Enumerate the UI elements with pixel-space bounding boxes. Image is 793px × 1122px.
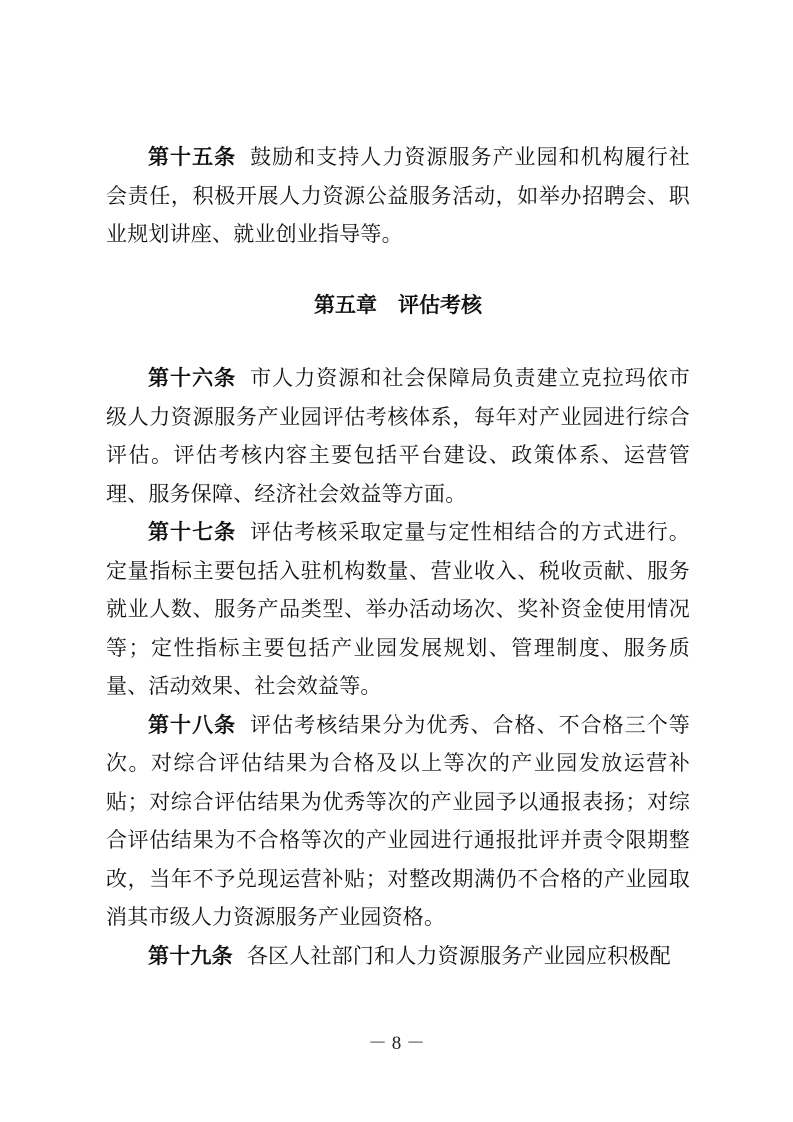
article-label: 第十五条 <box>148 144 237 169</box>
article-label: 第十六条 <box>148 365 237 390</box>
chapter-heading <box>106 286 690 325</box>
page-number: － 8 － <box>367 1033 425 1054</box>
article-label: 第十七条 <box>148 519 237 544</box>
article-label: 第十八条 <box>148 711 237 737</box>
chapter-title: 评估考核 <box>398 291 482 317</box>
article-18 <box>106 706 690 937</box>
article-text: 市人力资源和社会保障局负责建立克拉玛依市级人力资源服务产业园评估考核体系，每年对产业园进行综合评估。评估考核内容主要包括平台建设、政策体系、运营管理、服务保障、经济社会效益等方面。 <box>106 366 690 506</box>
article-15 <box>106 138 690 254</box>
chapter-number: 第五章 <box>314 291 377 317</box>
article-text: 评估考核结果分为优秀、合格、不合格三个等次。对综合评估结果为合格及以上等次的产业园发放运营补贴；对综合评估结果为优秀等次的产业园予以通报表扬；对综合评估结果为不合格等次的产业园进行通报批评并责令限期整改，当年不予兑现运营补贴；对整改期满仍不合格的产业园取消其市级人力资源服务产业园资格。 <box>106 712 690 929</box>
article-label: 第十九条 <box>148 942 233 968</box>
article-16 <box>106 359 690 513</box>
article-text: 鼓励和支持人力资源服务产业园和机构履行社会责任，积极开展人力资源公益服务活动，如举办招聘会、职业规划讲座、就业创业指导等。 <box>106 145 690 246</box>
article-17 <box>106 513 690 706</box>
article-19 <box>106 937 690 976</box>
document-body <box>106 138 690 975</box>
article-text: 各区人社部门和人力资源服务产业园应积极配 <box>246 943 671 968</box>
article-text: 评估考核采取定量与定性相结合的方式进行。定量指标主要包括入驻机构数量、营业收入、税收贡献、服务就业人数、服务产品类型、举办活动场次、奖补资金使用情况等；定性指标主要包括产业园发展规划、管理制度、服务质量、活动效果、社会效益等。 <box>106 520 690 698</box>
